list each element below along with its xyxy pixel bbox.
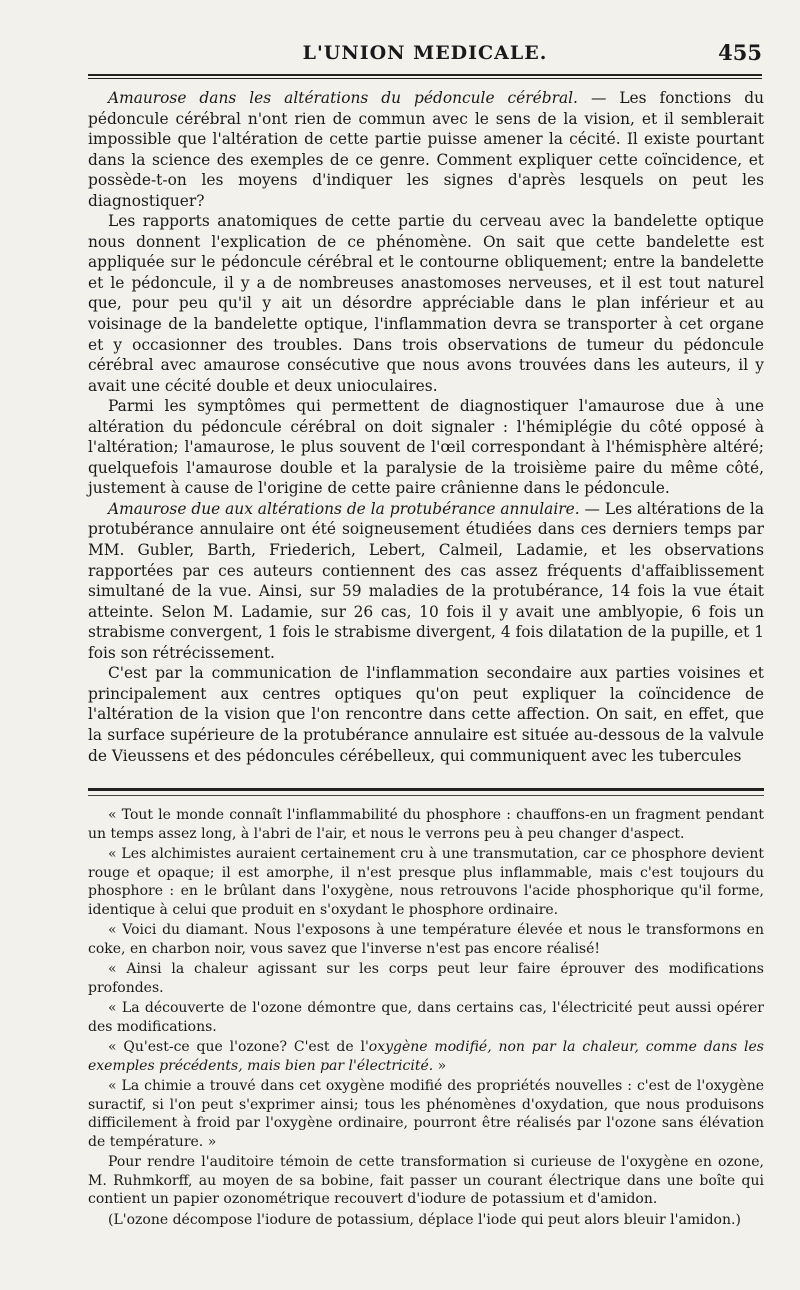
note-paragraph: Pour rendre l'auditoire témoin de cette transformation si curieuse de l'oxygène en ozone, M. Ruhmkorff, au moyen de sa bobine, fait passer un courant électrique dans une boîte qui contient un papier ozonométrique recouvert d'iodure de potassium et d'amidon. xyxy=(88,1154,764,1208)
note-paragraph: « Ainsi la chaleur agissant sur les corps peut leur faire éprouver des modifications profondes. xyxy=(88,961,764,996)
paragraph-text: — Les fonctions du pédoncule cérébral n'ont rien de commun avec le sens de la vision, et il semblerait impossible que l'altération de cette partie puisse amener la cécité. Il existe pourtant dans la science des exemples de ce genre. Comment expliquer cette coïncidence, et possède-t-on les moyens d'indiquer les signes d'après lesquels on peut les diagnostiquer? xyxy=(88,89,764,210)
paragraph-protuberance-intro xyxy=(88,499,764,663)
note-paragraph: « Tout le monde connaît l'inflammabilité du phosphore : chauffons-en un fragment pendant un temps assez long, à l'abri de l'air, et nous le verrons peu à peu changer d'aspect. xyxy=(88,807,764,842)
paragraph-symptoms: Parmi les symptômes qui permettent de diagnostiquer l'amaurose due à une altération du pédoncule cérébral on doit signaler : l'hémiplégie du côté opposé à l'altération; l'amaurose, le plus souvent de l'œil correspondant à l'hémisphère altéré; quelquefois l'amaurose double et la paralysie de la troisième paire du même côté, justement à cause de l'origine de cette paire crânienne dans le pédoncule. xyxy=(88,397,764,498)
page-header xyxy=(88,40,762,70)
main-article xyxy=(88,88,764,766)
running-title: L'UNION MEDICALE. xyxy=(302,42,548,64)
section-heading-peduncle: Amaurose dans les altérations du pédoncule cérébral. xyxy=(108,89,578,107)
feuilleton-text xyxy=(88,806,764,1231)
paragraph-peduncle-intro xyxy=(88,88,764,211)
note-text: » xyxy=(433,1057,447,1074)
note-paragraph: « Les alchimistes auraient certainement cru à une transmutation, car ce phosphore devient rouge et opaque; il est amorphe, il n'est presque plus inflammable, mais c'est toujours du phosphore : en le brûlant dans l'oxygène, nous retrouvons l'acide phosphorique qu'il forme, identique à celui que produit en s'oxydant le phosphore ordinaire. xyxy=(88,845,764,918)
note-italic-text: oxygène modifié, non par la chaleur, comme dans les exemples précédents, mais bien par l'électricité. xyxy=(88,1039,764,1074)
paragraph-anatomy: Les rapports anatomiques de cette partie du cerveau avec la bandelette optique nous donnent l'explication de ce phénomène. On sait que cette bandelette est appliquée sur le pédoncule cérébral et le contourne obliquement; entre la bandelette et le pédoncule, il y a de nombreuses anastomoses nerveuses, et il est tout naturel que, pour peu qu'il y ait un désordre appréciable dans le plan inférieur et au voisinage de la bandelette optique, l'inflammation devra se transporter à cet organe et y occasionner des troubles. Dans trois observations de tumeur du pédoncule cérébral avec amaurose consécutive que nous avons trouvées dans les auteurs, il y avait une cécité double et deux unioculaires. xyxy=(88,212,764,395)
note-paragraph-ozone xyxy=(88,1038,764,1075)
note-paragraph: « La découverte de l'ozone démontre que, dans certains cas, l'électricité peut aussi opérer des modifications. xyxy=(88,1000,764,1035)
note-paragraph: « La chimie a trouvé dans cet oxygène modifié des propriétés nouvelles : c'est de l'oxygène suractif, si l'on peut s'exprimer ainsi; tous les phénomènes d'oxydation, que nous produisons difficilement à froid par l'oxygène ordinaire, pourront être réalisés par l'ozone sans élévation de température. » xyxy=(88,1078,764,1150)
header-rule xyxy=(88,74,762,79)
paragraph-text: — Les altérations de la protubérance annulaire ont été soigneusement étudiées dans ces derniers temps par MM. Gubler, Barth, Friederich, Lebert, Calmeil, Ladamie, et les observations rapportées par ces auteurs contiennent des cas assez fréquents d'affaiblissement simultané de la vue. Ainsi, sur 59 maladies de la protubérance, 14 fois la vue était atteinte. Selon M. Ladamie, sur 26 cas, 10 fois il y avait une amblyopie, 6 fois un strabisme convergent, 1 fois le strabisme divergent, 4 fois dilatation de la pupille, et 1 fois son rétrécissement. xyxy=(88,499,764,662)
note-text: « Qu'est-ce que l'ozone? C'est de l' xyxy=(108,1039,369,1056)
section-heading-protuberance: Amaurose due aux altérations de la protubérance annulaire. xyxy=(108,499,580,518)
page-number: 455 xyxy=(718,40,762,65)
note-paragraph: « Voici du diamant. Nous l'exposons à une température élevée et nous le transformons en coke, en charbon noir, vous savez que l'inverse n'est pas encore réalisé! xyxy=(88,922,764,957)
note-paragraph: (L'ozone décompose l'iodure de potassium, déplace l'iode qui peut alors bleuir l'amidon.) xyxy=(108,1211,741,1228)
section-divider-thin xyxy=(88,795,764,796)
section-divider xyxy=(88,788,764,791)
paragraph-inflammation: C'est par la communication de l'inflammation secondaire aux parties voisines et principalement aux centres optiques qu'on peut expliquer la coïncidence de l'altération de la vision que l'on rencontre dans cette affection. On sait, en effet, que la surface supérieure de la protubérance annulaire est située au-dessous de la valvule de Vieussens et des pédoncules cérébelleux, qui communiquent avec les tubercules xyxy=(88,664,764,765)
